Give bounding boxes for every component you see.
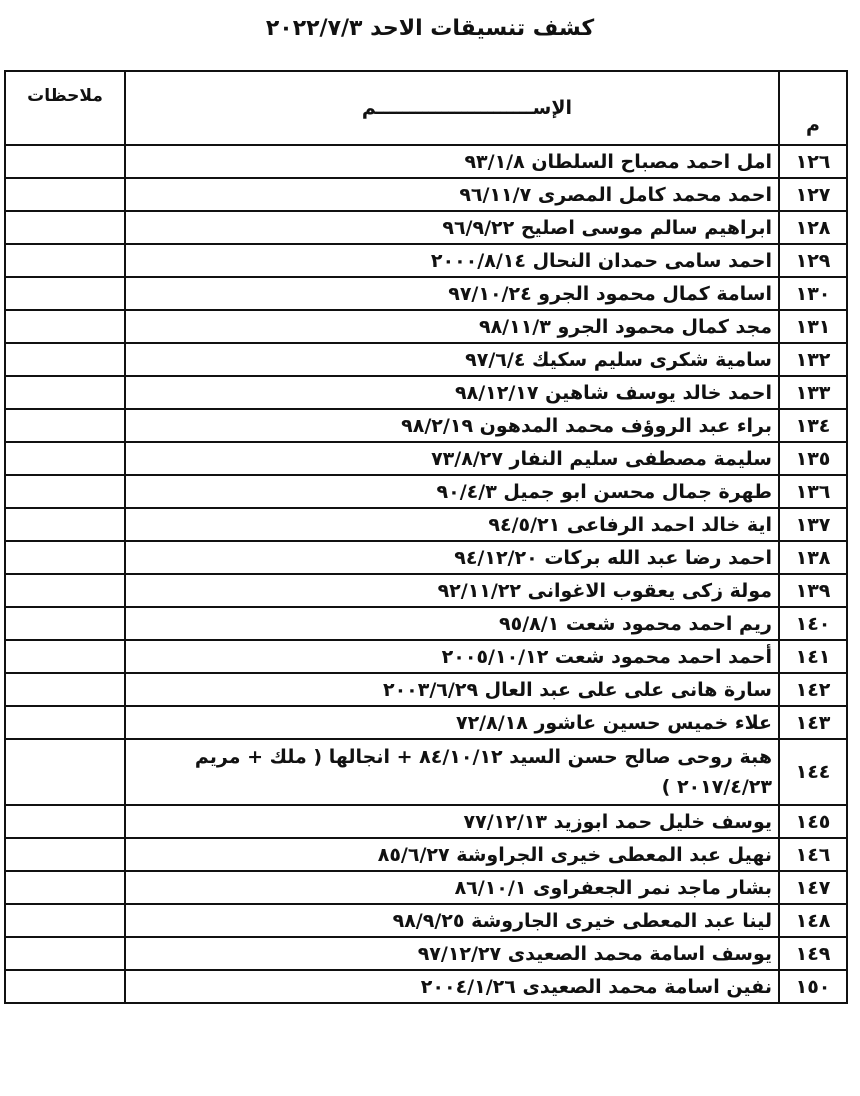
row-name: لينا عبد المعطى خيرى الجاروشة ٩٨/٩/٢٥	[125, 904, 779, 937]
table-row	[5, 706, 847, 739]
row-name: نهيل عبد المعطى خيرى الجراوشة ٨٥/٦/٢٧	[125, 838, 779, 871]
row-number: ١٤٥	[779, 805, 847, 838]
header-name-label: الإســــــــــــــــــــــــم	[361, 97, 572, 119]
row-number: ١٣٣	[779, 376, 847, 409]
row-name: مولة زكى يعقوب الاغوانى ٩٢/١١/٢٢	[125, 574, 779, 607]
row-name: سارة هانى على على عبد العال ٢٠٠٣/٦/٢٩	[125, 673, 779, 706]
table-row	[5, 211, 847, 244]
row-notes	[5, 442, 125, 475]
row-number: ١٢٧	[779, 178, 847, 211]
row-name: نفين اسامة محمد الصعيدى ٢٠٠٤/١/٢٦	[125, 970, 779, 1003]
table-row	[5, 871, 847, 904]
row-name: احمد رضا عبد الله بركات ٩٤/١٢/٢٠	[125, 541, 779, 574]
header-notes: ملاحظات	[5, 71, 125, 145]
row-name: احمد محمد كامل المصرى ٩٦/١١/٧	[125, 178, 779, 211]
table-row	[5, 442, 847, 475]
row-notes	[5, 574, 125, 607]
row-name: بشار ماجد نمر الجعفراوى ٨٦/١٠/١	[125, 871, 779, 904]
table-row	[5, 574, 847, 607]
row-number: ١٣٦	[779, 475, 847, 508]
row-notes	[5, 970, 125, 1003]
row-number: ١٤٧	[779, 871, 847, 904]
row-notes	[5, 277, 125, 310]
table-row	[5, 244, 847, 277]
table-row	[5, 970, 847, 1003]
table-header-row	[5, 71, 847, 145]
table-row	[5, 508, 847, 541]
table-row	[5, 805, 847, 838]
row-notes	[5, 376, 125, 409]
row-number: ١٣٢	[779, 343, 847, 376]
row-notes	[5, 211, 125, 244]
row-notes	[5, 178, 125, 211]
row-name: يوسف خليل حمد ابوزيد ٧٧/١٢/١٣	[125, 805, 779, 838]
row-notes	[5, 838, 125, 871]
row-name: براء عبد الروؤف محمد المدهون ٩٨/٢/١٩	[125, 409, 779, 442]
row-number: ١٤٣	[779, 706, 847, 739]
table-row	[5, 541, 847, 574]
table-row	[5, 409, 847, 442]
row-notes	[5, 904, 125, 937]
row-number: ١٤٢	[779, 673, 847, 706]
row-number: ١٣٤	[779, 409, 847, 442]
row-notes	[5, 409, 125, 442]
row-number: ١٣١	[779, 310, 847, 343]
table-row	[5, 178, 847, 211]
row-number: ١٤٨	[779, 904, 847, 937]
row-number: ١٤١	[779, 640, 847, 673]
header-name	[125, 71, 779, 145]
row-name: مجد كمال محمود الجرو ٩٨/١١/٣	[125, 310, 779, 343]
row-name: سليمة مصطفى سليم النفار ٧٣/٨/٢٧	[125, 442, 779, 475]
row-notes	[5, 508, 125, 541]
table-row	[5, 475, 847, 508]
names-table	[4, 70, 848, 1004]
row-number: ١٢٩	[779, 244, 847, 277]
row-notes	[5, 310, 125, 343]
row-notes	[5, 871, 125, 904]
row-number: ١٣٥	[779, 442, 847, 475]
row-name: سامية شكرى سليم سكيك ٩٧/٦/٤	[125, 343, 779, 376]
row-name: علاء خميس حسين عاشور ٧٢/٨/١٨	[125, 706, 779, 739]
row-number: ١٤٠	[779, 607, 847, 640]
row-name: ريم احمد محمود شعت ٩٥/٨/١	[125, 607, 779, 640]
row-notes	[5, 805, 125, 838]
row-number: ١٣٧	[779, 508, 847, 541]
table-row	[5, 145, 847, 178]
table-row	[5, 838, 847, 871]
row-name: احمد خالد يوسف شاهين ٩٨/١٢/١٧	[125, 376, 779, 409]
row-number: ١٤٤	[779, 739, 847, 805]
row-notes	[5, 673, 125, 706]
row-notes	[5, 475, 125, 508]
table-row	[5, 739, 847, 805]
row-number: ١٤٦	[779, 838, 847, 871]
row-number: ١٣٠	[779, 277, 847, 310]
row-number: ١٣٩	[779, 574, 847, 607]
row-notes	[5, 607, 125, 640]
row-number: ١٤٩	[779, 937, 847, 970]
table-row	[5, 310, 847, 343]
row-notes	[5, 706, 125, 739]
table-row	[5, 673, 847, 706]
row-name: امل احمد مصباح السلطان ٩٣/١/٨	[125, 145, 779, 178]
row-notes	[5, 739, 125, 805]
header-number: م	[779, 71, 847, 145]
row-notes	[5, 541, 125, 574]
row-number: ١٢٦	[779, 145, 847, 178]
table-body	[5, 145, 847, 1003]
row-name: أحمد احمد محمود شعت ٢٠٠٥/١٠/١٢	[125, 640, 779, 673]
row-name: اية خالد احمد الرفاعى ٩٤/٥/٢١	[125, 508, 779, 541]
row-number: ١٥٠	[779, 970, 847, 1003]
table-row	[5, 343, 847, 376]
table-row	[5, 607, 847, 640]
row-name: هبة روحى صالح حسن السيد ٨٤/١٠/١٢ + انجالها ( ملك + مريم ٢٠١٧/٤/٢٣ )	[125, 739, 779, 805]
row-number: ١٢٨	[779, 211, 847, 244]
row-notes	[5, 343, 125, 376]
table-row	[5, 376, 847, 409]
row-name: اسامة كمال محمود الجرو ٩٧/١٠/٢٤	[125, 277, 779, 310]
row-name: يوسف اسامة محمد الصعيدى ٩٧/١٢/٢٧	[125, 937, 779, 970]
row-name: طهرة جمال محسن ابو جميل ٩٠/٤/٣	[125, 475, 779, 508]
page-title: كشف تنسيقات الاحد ٢٠٢٢/٧/٣	[265, 16, 595, 41]
row-name: ابراهيم سالم موسى اصليح ٩٦/٩/٢٢	[125, 211, 779, 244]
row-notes	[5, 244, 125, 277]
row-number: ١٣٨	[779, 541, 847, 574]
row-notes	[5, 937, 125, 970]
row-name: احمد سامى حمدان النحال ٢٠٠٠/٨/١٤	[125, 244, 779, 277]
table-row	[5, 640, 847, 673]
table-row	[5, 937, 847, 970]
table-row	[5, 904, 847, 937]
row-notes	[5, 145, 125, 178]
table-row	[5, 277, 847, 310]
row-notes	[5, 640, 125, 673]
